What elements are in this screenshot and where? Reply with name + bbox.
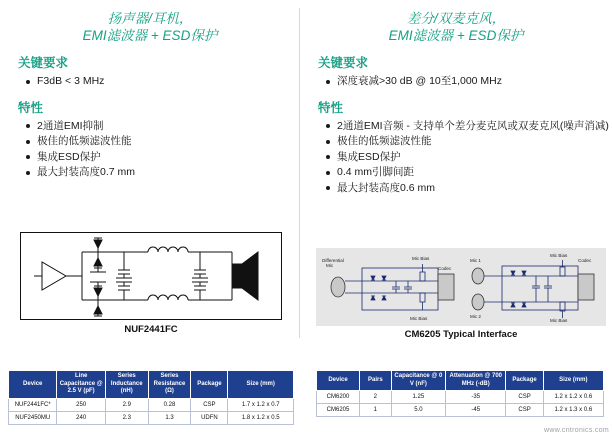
- left-diagram-caption: NUF2441FC: [124, 324, 178, 335]
- label-mic-bias-3: Mic Bias: [550, 253, 568, 258]
- cell: 1.25: [391, 391, 446, 404]
- list-item: 集成ESD保护: [326, 150, 612, 165]
- cell: 5.0: [391, 404, 446, 417]
- cell: CSP: [506, 391, 543, 404]
- col-package: Package: [191, 371, 228, 399]
- col-attenuation: Attenuation @ 700 MHz (-dB): [446, 371, 506, 391]
- list-item: 极佳的低频滤波性能: [326, 134, 612, 149]
- col-capacitance: Capacitance @ 0 V (nF): [391, 371, 446, 391]
- cell: 250: [57, 398, 105, 411]
- left-features-list: [26, 119, 300, 180]
- right-title-line2: EMI滤波器 + ESD保护: [388, 28, 524, 43]
- right-table: [316, 370, 604, 417]
- right-schematic-svg: [316, 248, 606, 326]
- cell: 1.2 x 1.2 x 0.6: [543, 391, 603, 404]
- cell: 1: [360, 404, 392, 417]
- label-mic-2: Mic 2: [470, 314, 481, 319]
- label-mic-1: Mic 1: [470, 258, 481, 263]
- cell: 1.3: [148, 411, 191, 424]
- col-series-inductance: Series Inductance (nH): [105, 371, 148, 399]
- list-item: 0.4 mm引脚间距: [326, 165, 612, 180]
- right-spec-table: [316, 370, 604, 417]
- list-item: 2通道EMI音频 - 支持单个差分麦克风或双麦克风(噪声消减): [326, 119, 612, 134]
- list-item: 最大封装高度0.7 mm: [26, 165, 300, 180]
- right-features-heading: 特性: [318, 100, 344, 115]
- label-mic-bias-4: Mic Bias: [550, 318, 568, 323]
- col-size: Size (mm): [228, 371, 294, 399]
- right-features-list: [326, 119, 612, 196]
- cell: CM6205: [317, 404, 360, 417]
- cell: CSP: [506, 404, 543, 417]
- table-row: [317, 404, 604, 417]
- cell: 2.3: [105, 411, 148, 424]
- left-title-line2: EMI滤波器 + ESD保护: [82, 28, 218, 43]
- left-key-requirements-heading: 关键要求: [18, 56, 69, 70]
- list-item: 集成ESD保护: [26, 150, 300, 165]
- label-mic-bias-1: Mic Bias: [412, 256, 430, 261]
- left-features-heading: 特性: [18, 100, 44, 115]
- col-series-resistance: Series Resistance (Ω): [148, 371, 191, 399]
- cell: 240: [57, 411, 105, 424]
- site-watermark: www.cntronics.com: [543, 427, 609, 434]
- cell: 1.7 x 1.2 x 0.7: [228, 398, 294, 411]
- table-header-row: [9, 371, 294, 399]
- left-key-requirements-list: [26, 74, 300, 89]
- cell: 2: [360, 391, 392, 404]
- cell: -35: [446, 391, 506, 404]
- cell: CSP: [191, 398, 228, 411]
- label-differential-mic: Differential: [322, 258, 344, 263]
- table-row: [317, 391, 604, 404]
- col-device: Device: [9, 371, 57, 399]
- right-title-line1: 差分/双麦克风，: [406, 11, 506, 26]
- left-table: [8, 370, 294, 425]
- right-title: [300, 0, 612, 44]
- table-header-row: [317, 371, 604, 391]
- cell: 1.2 x 1.3 x 0.6: [543, 404, 603, 417]
- col-package: Package: [506, 371, 543, 391]
- cell: UDFN: [191, 411, 228, 424]
- right-schematic-diagram: [316, 248, 606, 326]
- cell: -45: [446, 404, 506, 417]
- left-spec-table: [8, 370, 294, 425]
- cell: 0.28: [148, 398, 191, 411]
- list-item: 深度衰减>30 dB @ 10至1,000 MHz: [326, 74, 612, 89]
- list-item: 最大封装高度0.6 mm: [326, 181, 612, 196]
- col-size: Size (mm): [543, 371, 603, 391]
- cell: NUF2450MU: [9, 411, 57, 424]
- left-schematic-svg: [20, 232, 282, 320]
- cell: NUF2441FC*: [9, 398, 57, 411]
- right-key-requirements-heading: 关键要求: [318, 56, 369, 70]
- label-mic-bias-2: Mic Bias: [410, 316, 428, 321]
- list-item: 2通道EMI抑制: [26, 119, 300, 134]
- cell: 1.8 x 1.2 x 0.5: [228, 411, 294, 424]
- label-codec-2: Codec: [578, 258, 592, 263]
- table-row: [9, 398, 294, 411]
- col-device: Device: [317, 371, 360, 391]
- col-pairs: Pairs: [360, 371, 392, 391]
- right-diagram-caption: CM6205 Typical Interface: [404, 329, 518, 340]
- left-schematic-diagram: [20, 232, 282, 320]
- left-title-line1: 扬声器/耳机，: [107, 11, 193, 26]
- left-title: [0, 0, 300, 44]
- label-differential-mic-2: Mic: [326, 263, 334, 268]
- table-row: [9, 411, 294, 424]
- cell: 2.9: [105, 398, 148, 411]
- list-item: 极佳的低频滤波性能: [26, 134, 300, 149]
- label-codec-1: Codec: [438, 266, 452, 271]
- list-item: F3dB < 3 MHz: [26, 74, 300, 89]
- right-key-requirements-list: [326, 74, 612, 89]
- col-line-capacitance: Line Capacitance @ 2.5 V (pF): [57, 371, 105, 399]
- cell: CM6200: [317, 391, 360, 404]
